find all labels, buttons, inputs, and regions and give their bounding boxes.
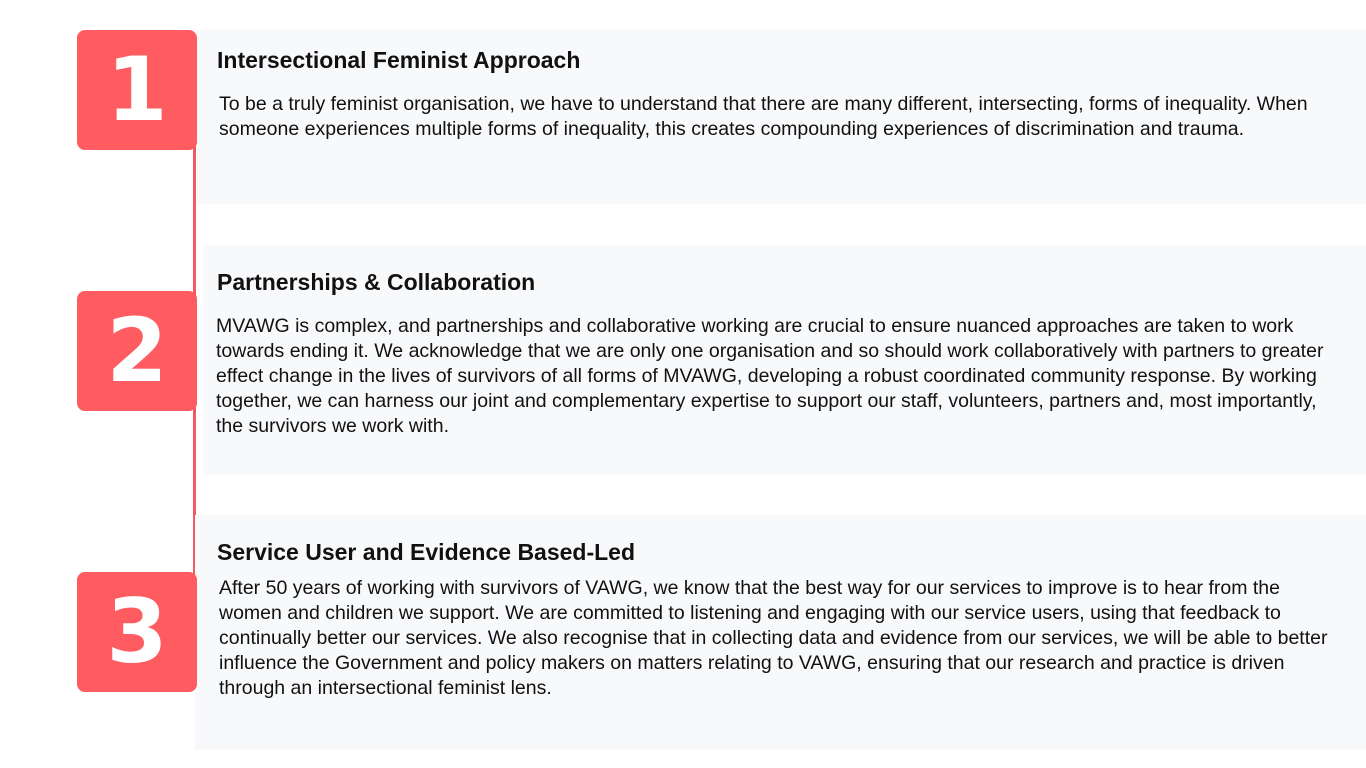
- step-number-badge-3: 3: [77, 572, 197, 692]
- principle-description-2: MVAWG is complex, and partnerships and collaborative working are crucial to ensure nuanced approaches are taken to work towards ending it. We acknowledge that we are only one organisation and so should work collaboratively with partners to greater effect change in the lives of survivors of all forms of MVAWG, developing a robust coordinated community response. By working together, we can harness our joint and complementary expertise to support our staff, volunteers, partners and, most importantly, the survivors we work with.: [216, 315, 1324, 437]
- principle-title-2: Partnerships & Collaboration: [217, 269, 536, 295]
- principle-description-1: To be a truly feminist organisation, we have to understand that there are many different, intersecting, forms of inequality. When someone experiences multiple forms of inequality, this creates compounding experiences of discrimination and trauma.: [219, 93, 1308, 140]
- step-number-badge-1: 1: [77, 30, 197, 150]
- step-number-badge-2: 2: [77, 291, 197, 411]
- principle-title-1: Intersectional Feminist Approach: [217, 47, 581, 73]
- principle-description-3: After 50 years of working with survivors of VAWG, we know that the best way for our services to improve is to hear from the women and children we support. We are committed to listening and engaging with our service users, using that feedback to continually better our services. We also recognise that in collecting data and evidence from our services, we will be able to better influence the Government and policy makers on matters relating to VAWG, ensuring that our research and practice is driven through an intersectional feminist lens.: [219, 577, 1328, 699]
- principle-title-3: Service User and Evidence Based-Led: [217, 539, 636, 565]
